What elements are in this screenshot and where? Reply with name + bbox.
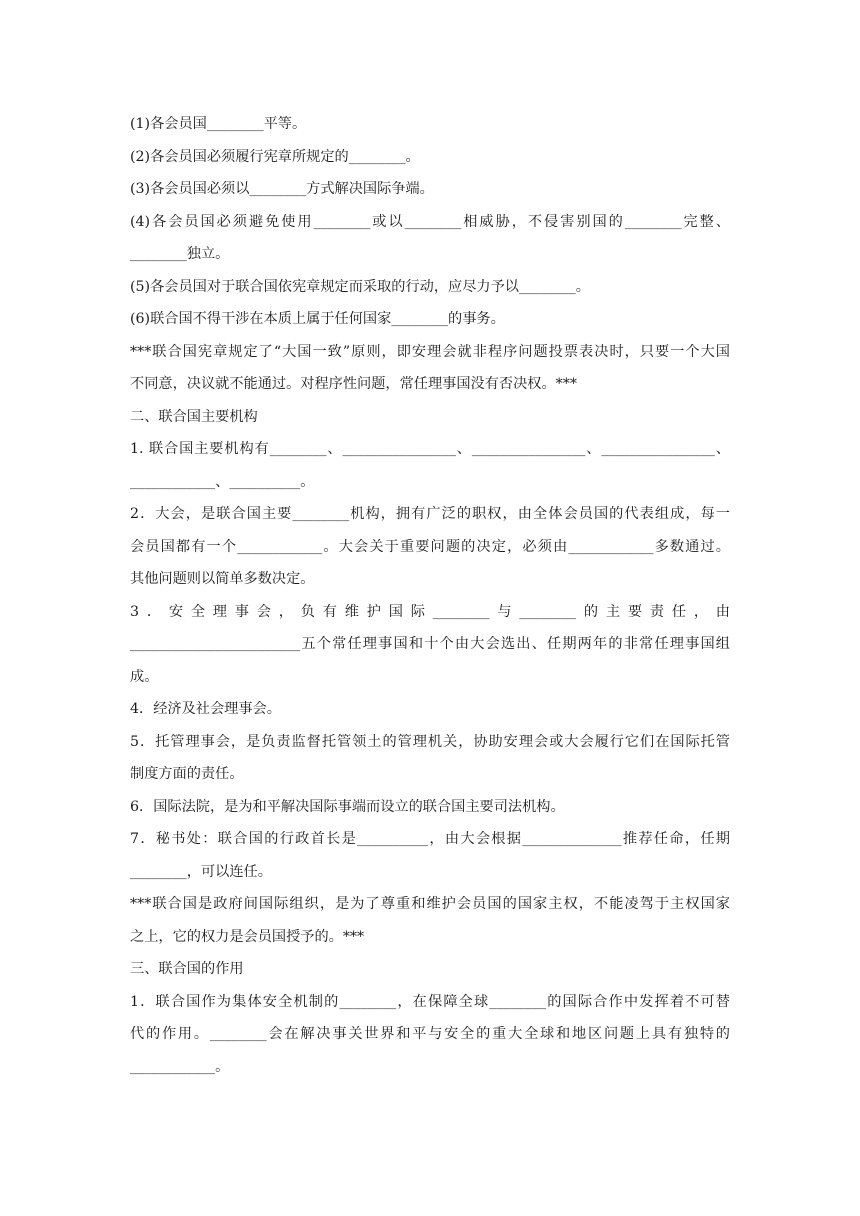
text-line: (1)各会员国________平等。 (130, 116, 307, 132)
text-line: ________独立。 (130, 246, 230, 262)
text-line: 不同意，决议就不能通过。对程序性问题，常任理事国没有否决权。*** (130, 376, 577, 392)
text-line: 之上，它的权力是会员国授予的。*** (130, 928, 365, 945)
text-line: ____________。 (130, 1058, 230, 1075)
text-line: 其他问题则以简单多数决定。 (130, 571, 315, 587)
text-line: ____________、__________。 (130, 473, 315, 490)
text-line: 4．经济及社会理事会。 (130, 701, 281, 717)
text-line: 代的作用。________会在解决事关世界和平与安全的重大全球和地区问题上具有独特的 (130, 1026, 730, 1042)
text-line: ________________________五个常任理事国和十个由大会选出、任期两年的非常任理事国组 (130, 636, 730, 652)
text-line: ________，可以连任。 (130, 863, 272, 880)
text-line: (2)各会员国必须履行宪章所规定的________。 (130, 148, 420, 165)
text-line: 2．大会，是联合国主要________机构，拥有广泛的职权，由全体会员国的代表组成，每一 (130, 506, 730, 522)
text-line: (6)联合国不得干涉在本质上属于任何国家________的事务。 (130, 311, 505, 327)
text-line: 会员国都有一个____________。大会关于重要问题的决定，必须由____________多数通过。 (130, 538, 730, 555)
text-line: 5．托管理事会，是负责监督托管领土的管理机关，协助安理会或大会履行它们在国际托管 (130, 733, 730, 750)
document-body (130, 108, 730, 1083)
text-line: (3)各会员国必须以________方式解决国际争端。 (130, 181, 434, 197)
text-line: (5)各会员国对于联合国依宪章规定而采取的行动，应尽力予以________。 (130, 278, 590, 295)
text-line: 1．联合国作为集体安全机制的________，在保障全球________的国际合作中发挥着不可替 (130, 993, 730, 1010)
text-line: 6．国际法院，是为和平解决国际事端而设立的联合国主要司法机构。 (130, 798, 565, 815)
text-line: ***联合国宪章规定了“大国一致”原则，即安理会就非程序问题投票表决时，只要一个大国 (130, 343, 730, 360)
text-line: 成。 (130, 668, 159, 685)
text-line: (4)各会员国必须避免使用________或以________相威胁，不侵害别国的________完整、 (130, 213, 730, 230)
text-line: 7．秘书处：联合国的行政首长是__________，由大会根据______________推荐任命，任期 (130, 831, 730, 847)
text-line: 制度方面的责任。 (130, 766, 244, 782)
text-line: 1. 联合国主要机构有________、________________、________________、________________、 (130, 441, 730, 457)
text-line: 3．安全理事会，负有维护国际________与________的主要责任，由 (130, 603, 730, 620)
text-line: ***联合国是政府间国际组织，是为了尊重和维护会员国的国家主权，不能凌驾于主权国家 (130, 896, 730, 912)
text-line: 三、联合国的作用 (130, 961, 244, 977)
text-line: 二、联合国主要机构 (130, 408, 258, 425)
